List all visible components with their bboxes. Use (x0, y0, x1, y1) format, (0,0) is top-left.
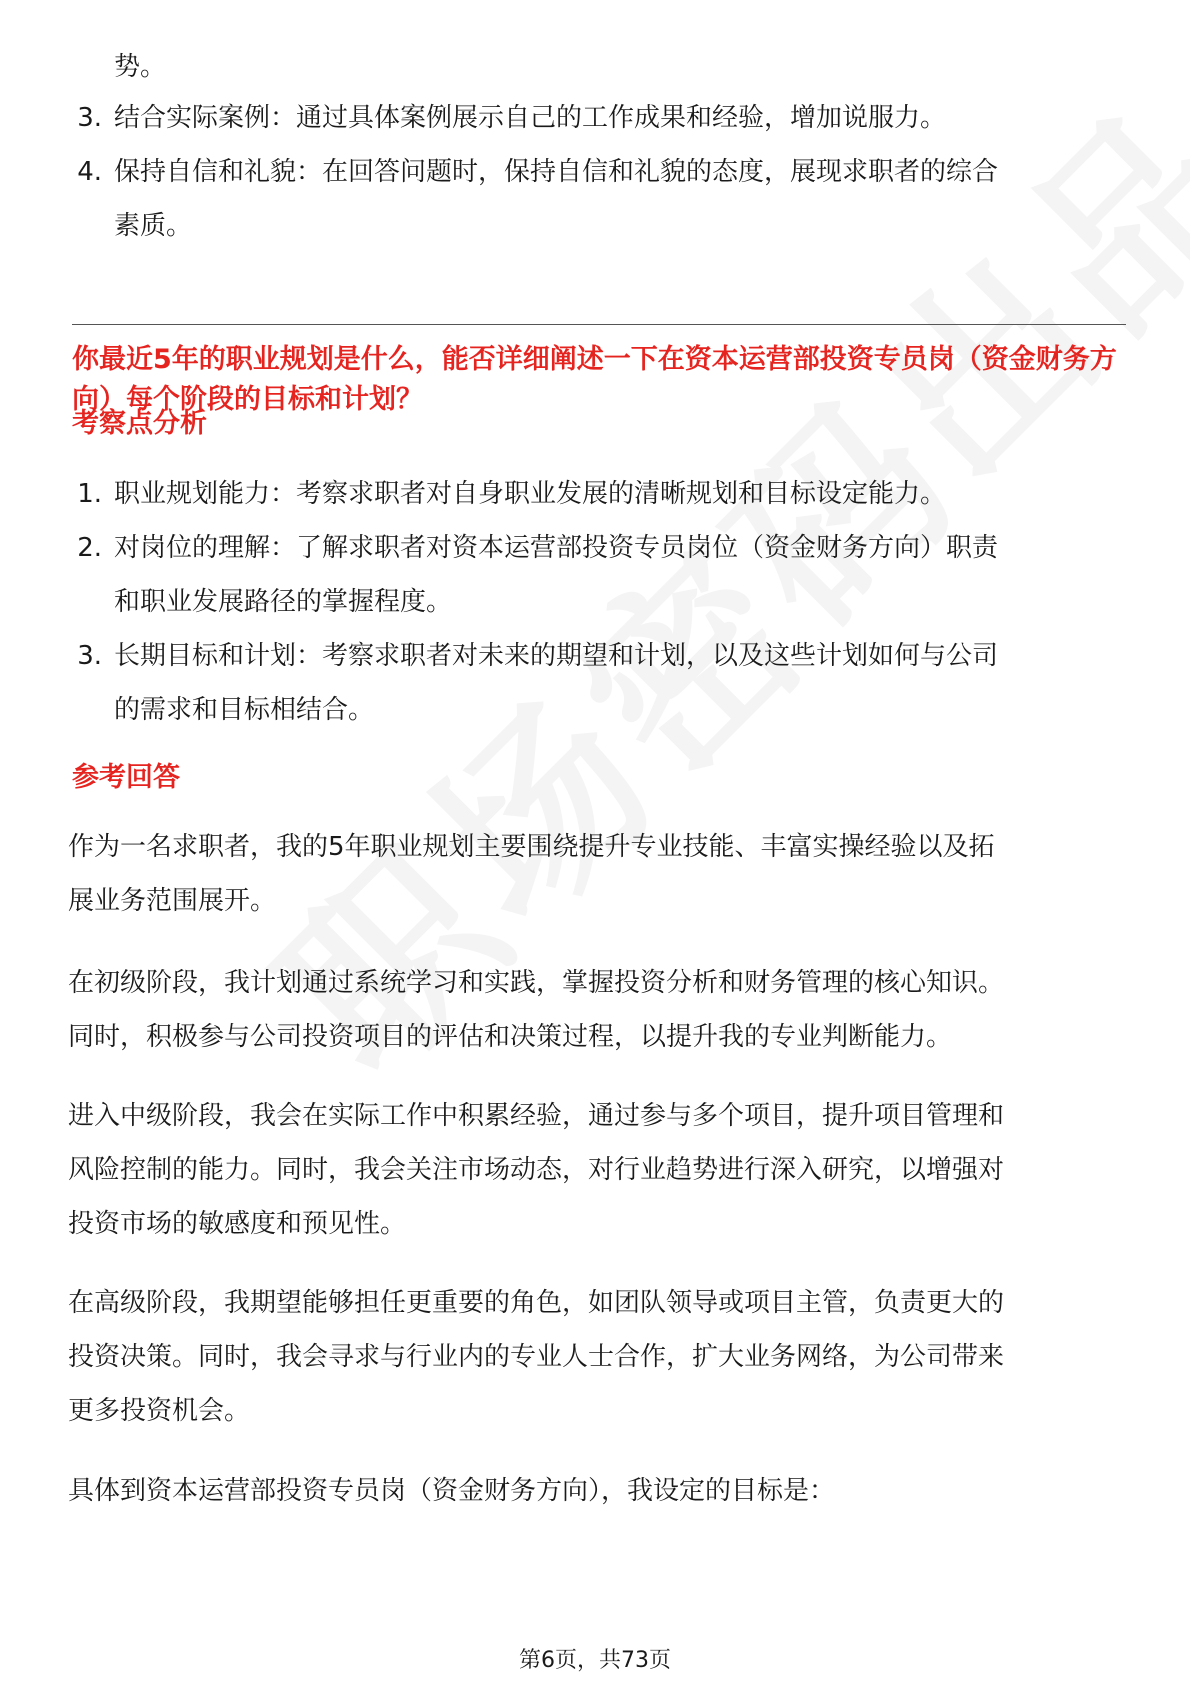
question-title: 你最近5年的职业规划是什么，能否详细阐述一下在资本运营部投资专员岗（资金财务方向）每个阶段的目标和计划？ (72, 344, 1117, 415)
list-item-text: 保持自信和礼貌：在回答问题时，保持自信和礼貌的态度，展现求职者的综合 (114, 157, 999, 187)
list-item-text: 职业规划能力：考察求职者对自身职业发展的清晰规划和目标设定能力。 (114, 479, 947, 509)
list-item-text: 的需求和目标相结合。 (114, 695, 375, 725)
answer-paragraph-line: 展业务范围展开。 (68, 886, 277, 916)
analysis-heading: 考察点分析 (72, 408, 207, 439)
answer-paragraph-line: 风险控制的能力。同时，我会关注市场动态，对行业趋势进行深入研究，以增强对 (68, 1155, 1005, 1185)
answer-paragraph-line: 更多投资机会。 (68, 1396, 251, 1426)
list-number: 1. (77, 479, 102, 509)
answer-paragraph-line: 在初级阶段，我计划通过系统学习和实践，掌握投资分析和财务管理的核心知识。 (68, 968, 1005, 998)
answer-paragraph-line: 投资市场的敏感度和预见性。 (68, 1209, 407, 1239)
section-divider (72, 324, 1126, 325)
answer-paragraph-line: 具体到资本运营部投资专员岗（资金财务方向），我设定的目标是： (68, 1476, 836, 1506)
list-item-text: 素质。 (114, 211, 193, 241)
answer-paragraph-line: 投资决策。同时，我会寻求与行业内的专业人士合作，扩大业务网络，为公司带来 (68, 1342, 1005, 1372)
list-item-text: 结合实际案例：通过具体案例展示自己的工作成果和经验，增加说服力。 (114, 103, 947, 133)
list-item-text: 长期目标和计划：考察求职者对未来的期望和计划，以及这些计划如何与公司 (114, 641, 999, 671)
list-number: 2. (77, 533, 102, 563)
list-number: 4. (77, 157, 102, 187)
list-item-text: 和职业发展路径的掌握程度。 (114, 587, 453, 617)
answer-heading: 参考回答 (72, 762, 180, 793)
list-number: 3. (77, 103, 102, 133)
list-item-text: 对岗位的理解：了解求职者对资本运营部投资专员岗位（资金财务方向）职责 (114, 533, 999, 563)
list-continuation: 势。 (114, 52, 167, 82)
page-number: 第6页，共73页 (519, 1648, 671, 1673)
list-number: 3. (77, 641, 102, 671)
answer-paragraph-line: 同时，积极参与公司投资项目的评估和决策过程，以提升我的专业判断能力。 (68, 1022, 953, 1052)
answer-paragraph-line: 作为一名求职者，我的5年职业规划主要围绕提升专业技能、丰富实操经验以及拓 (68, 832, 995, 862)
answer-paragraph-line: 在高级阶段，我期望能够担任更重要的角色，如团队领导或项目主管，负责更大的 (68, 1288, 1005, 1318)
answer-paragraph-line: 进入中级阶段，我会在实际工作中积累经验，通过参与多个项目，提升项目管理和 (68, 1101, 1005, 1131)
